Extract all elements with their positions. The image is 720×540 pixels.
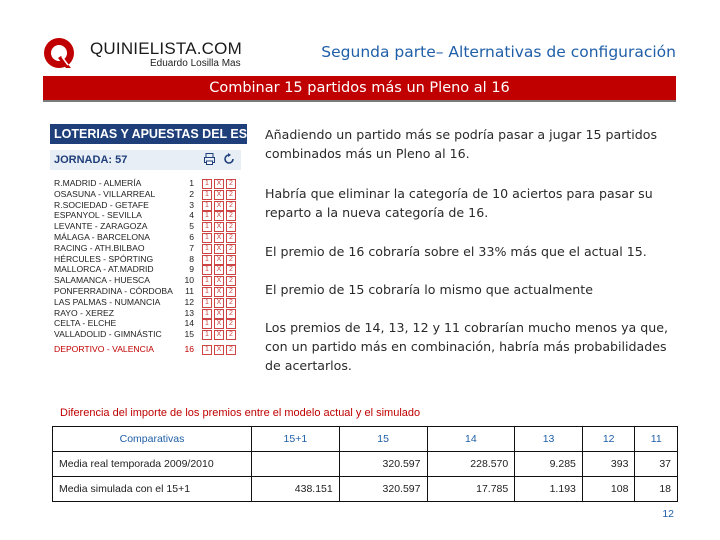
section-banner: Combinar 15 partidos más un Pleno al 16: [43, 76, 676, 100]
ticket-bet-box: 1: [202, 201, 212, 211]
ticket-match-row: [50, 243, 243, 254]
banner-divider: [43, 100, 676, 102]
table-header: 14: [427, 427, 515, 452]
ticket-bet-box: 2: [226, 190, 236, 200]
ticket-bet-box: 1: [202, 179, 212, 189]
ticket-match-number: 6: [189, 231, 194, 242]
table-header: Comparativas: [53, 427, 252, 452]
ticket-bet-box: 1: [202, 309, 212, 319]
ticket-match-name: PONFERRADINA - CÓRDOBA: [54, 285, 173, 296]
ticket-match-name: MÁLAGA - BARCELONA: [54, 231, 150, 242]
ticket-bet-box: 2: [226, 345, 236, 355]
ticket-match-name: CELTA - ELCHE: [54, 318, 117, 329]
ticket-match-name: RAYO - XEREZ: [54, 307, 115, 318]
ticket-bet-box: X: [214, 276, 224, 286]
ticket-bet-box: 2: [226, 222, 236, 232]
ticket-match-number: 7: [189, 242, 194, 253]
ticket-bet-box: 1: [202, 190, 212, 200]
ticket-bet-box: 2: [226, 309, 236, 319]
ticket-bet-box: X: [214, 179, 224, 189]
ticket-match-row: [50, 178, 243, 189]
ticket-match-row: [50, 275, 243, 286]
ticket-match-row: [50, 200, 243, 211]
ticket-match-name: DEPORTIVO - VALENCIA: [54, 343, 154, 354]
table-row: [53, 452, 678, 477]
ticket-match-number: 1: [189, 178, 194, 188]
ticket-bet-box: X: [214, 330, 224, 340]
ticket-match-name: MALLORCA - AT.MADRID: [54, 264, 154, 275]
ticket-bet-box: X: [214, 255, 224, 265]
ticket-match-row: [50, 232, 243, 243]
page-number: 12: [662, 508, 674, 520]
table-header: 15: [339, 427, 427, 452]
ticket-match-number: 13: [184, 307, 194, 318]
ticket-match-name: SALAMANCA - HUESCA: [54, 275, 150, 286]
ticket-bet-box: 1: [202, 287, 212, 297]
ticket-match-number: 3: [189, 199, 194, 210]
ticket-match-row: [50, 297, 243, 308]
ticket-match-row: [50, 318, 243, 329]
ticket-match-name: R.MADRID - ALMERÍA: [54, 178, 142, 188]
ticket-match-number: 12: [184, 296, 194, 307]
ticket-bet-box: 2: [226, 244, 236, 254]
ticket-match-row: [50, 189, 243, 200]
ticket-match-name: RACING - ATH.BILBAO: [54, 242, 145, 253]
comparison-table: [52, 426, 678, 502]
ticket-match-row: [50, 329, 243, 340]
table-cell: 1.193: [515, 477, 583, 502]
ticket-match-row: [50, 254, 243, 265]
table-cell: 393: [582, 452, 635, 477]
brand-name: QUINIELISTA.COM: [90, 39, 242, 58]
table-cell: 320.597: [339, 452, 427, 477]
table-cell: 438.151: [252, 477, 340, 502]
table-header: 13: [515, 427, 583, 452]
ticket-bet-box: 2: [226, 276, 236, 286]
paragraph-2: Habría que eliminar la categoría de 10 aciertos para pasar su reparto a la nueva categoría de 16.: [265, 186, 653, 220]
ticket-match-name: LEVANTE - ZARAGOZA: [54, 221, 148, 232]
ticket-bet-box: 1: [202, 265, 212, 275]
ticket-match-number: 9: [189, 264, 194, 275]
ticket-bet-box: 1: [202, 233, 212, 243]
ticket-bet-box: X: [214, 222, 224, 232]
ticket-bet-box: 1: [202, 276, 212, 286]
table-cell: Media simulada con el 15+1: [53, 477, 252, 502]
ticket-bet-box: 1: [202, 222, 212, 232]
quinielista-logo-icon: [42, 36, 76, 70]
paragraph-5: Los premios de 14, 13, 12 y 11 cobrarían mucho menos ya que, con un partido más en combinación, habría más probabilidades de acertarlos.: [265, 320, 668, 373]
ticket-bet-box: 2: [226, 287, 236, 297]
ticket-match-name: VALLADOLID - GIMNÁSTIC: [54, 329, 162, 340]
ticket-bet-box: X: [214, 309, 224, 319]
ticket-bet-box: 2: [226, 330, 236, 340]
ticket-bet-box: 2: [226, 255, 236, 265]
ticket-jornada: JORNADA: 57: [54, 154, 128, 166]
ticket-bet-box: 1: [202, 244, 212, 254]
ticket-bet-box: 1: [202, 255, 212, 265]
ticket-bet-box: 2: [226, 201, 236, 211]
ticket-match-row: [50, 264, 243, 275]
ticket-bet-box: 2: [226, 233, 236, 243]
ticket-match-number: 11: [185, 285, 194, 296]
ticket-title: LOTERIAS Y APUESTAS DEL ESTADO: [50, 124, 247, 144]
print-icon: [204, 153, 215, 165]
table-cell: 108: [582, 477, 635, 502]
ticket-bet-box: 2: [226, 179, 236, 189]
slide-title: Segunda parte– Alternativas de configuración: [321, 43, 676, 61]
ticket-match-number: 2: [189, 188, 194, 199]
ticket-match-row: [50, 210, 243, 221]
ticket-bet-box: X: [214, 201, 224, 211]
paragraph-4: El premio de 15 cobraría lo mismo que actualmente: [265, 282, 593, 297]
ticket-bet-box: X: [214, 233, 224, 243]
ticket-bet-box: 2: [226, 298, 236, 308]
ticket-jornada-bar: [50, 150, 241, 170]
table-cell: 37: [635, 452, 678, 477]
table-header: 11: [635, 427, 678, 452]
table-row: [53, 477, 678, 502]
ticket-bet-box: X: [214, 287, 224, 297]
ticket-bet-box: 1: [202, 345, 212, 355]
ticket-match-name: ESPANYOL - SEVILLA: [54, 210, 142, 221]
ticket-match-row: [50, 221, 243, 232]
table-cell: 228.570: [427, 452, 515, 477]
ticket-match-number: 8: [189, 253, 194, 264]
table-cell: Media real temporada 2009/2010: [53, 452, 252, 477]
ticket-bet-box: X: [214, 244, 224, 254]
ticket-bet-box: 1: [202, 211, 212, 221]
table-cell: 320.597: [339, 477, 427, 502]
author-name: Eduardo Losilla Mas: [150, 58, 241, 69]
table-cell: 9.285: [515, 452, 583, 477]
ticket-bet-box: 2: [226, 265, 236, 275]
ticket-bet-box: 2: [226, 211, 236, 221]
ticket-match-name: OSASUNA - VILLARREAL: [54, 188, 156, 199]
ticket-match-list: [50, 178, 243, 355]
table-header: 15+1: [252, 427, 340, 452]
table-cell: 18: [635, 477, 678, 502]
ticket-bet-box: X: [214, 298, 224, 308]
ticket-pleno-row: [50, 344, 243, 355]
ticket-match-number: 5: [189, 221, 194, 232]
ticket-match-row: [50, 308, 243, 319]
ticket-match-name: LAS PALMAS - NUMANCIA: [54, 296, 161, 307]
ticket-match-number: 16: [184, 343, 194, 354]
lottery-ticket: [50, 124, 282, 394]
ticket-bet-box: 1: [202, 330, 212, 340]
ticket-match-name: HÉRCULES - SPÓRTING: [54, 253, 154, 264]
paragraph-1: Añadiendo un partido más se podría pasar a jugar 15 partidos combinados más un Pleno al 16.: [265, 127, 658, 161]
ticket-bet-box: X: [214, 319, 224, 329]
table-cell: [252, 452, 340, 477]
ticket-bet-box: 1: [202, 298, 212, 308]
table-cell: 17.785: [427, 477, 515, 502]
paragraph-3: El premio de 16 cobraría sobre el 33% más que el actual 15.: [265, 244, 647, 259]
ticket-bet-box: X: [214, 345, 224, 355]
ticket-match-number: 14: [184, 318, 194, 329]
ticket-match-number: 4: [189, 210, 194, 221]
ticket-match-name: R.SOCIEDAD - GETAFE: [54, 199, 149, 210]
ticket-match-number: 10: [184, 275, 194, 286]
ticket-bet-box: X: [214, 265, 224, 275]
ticket-match-row: [50, 286, 243, 297]
ticket-bet-box: X: [214, 190, 224, 200]
ticket-bet-box: 1: [202, 319, 212, 329]
ticket-bet-box: X: [214, 211, 224, 221]
table-header-row: [53, 427, 678, 452]
ticket-match-number: 15: [184, 329, 194, 340]
table-header: 12: [582, 427, 635, 452]
ticket-bet-box: 2: [226, 319, 236, 329]
table-caption: Diferencia del importe de los premios entre el modelo actual y el simulado: [60, 407, 421, 419]
refresh-icon: [223, 153, 235, 165]
